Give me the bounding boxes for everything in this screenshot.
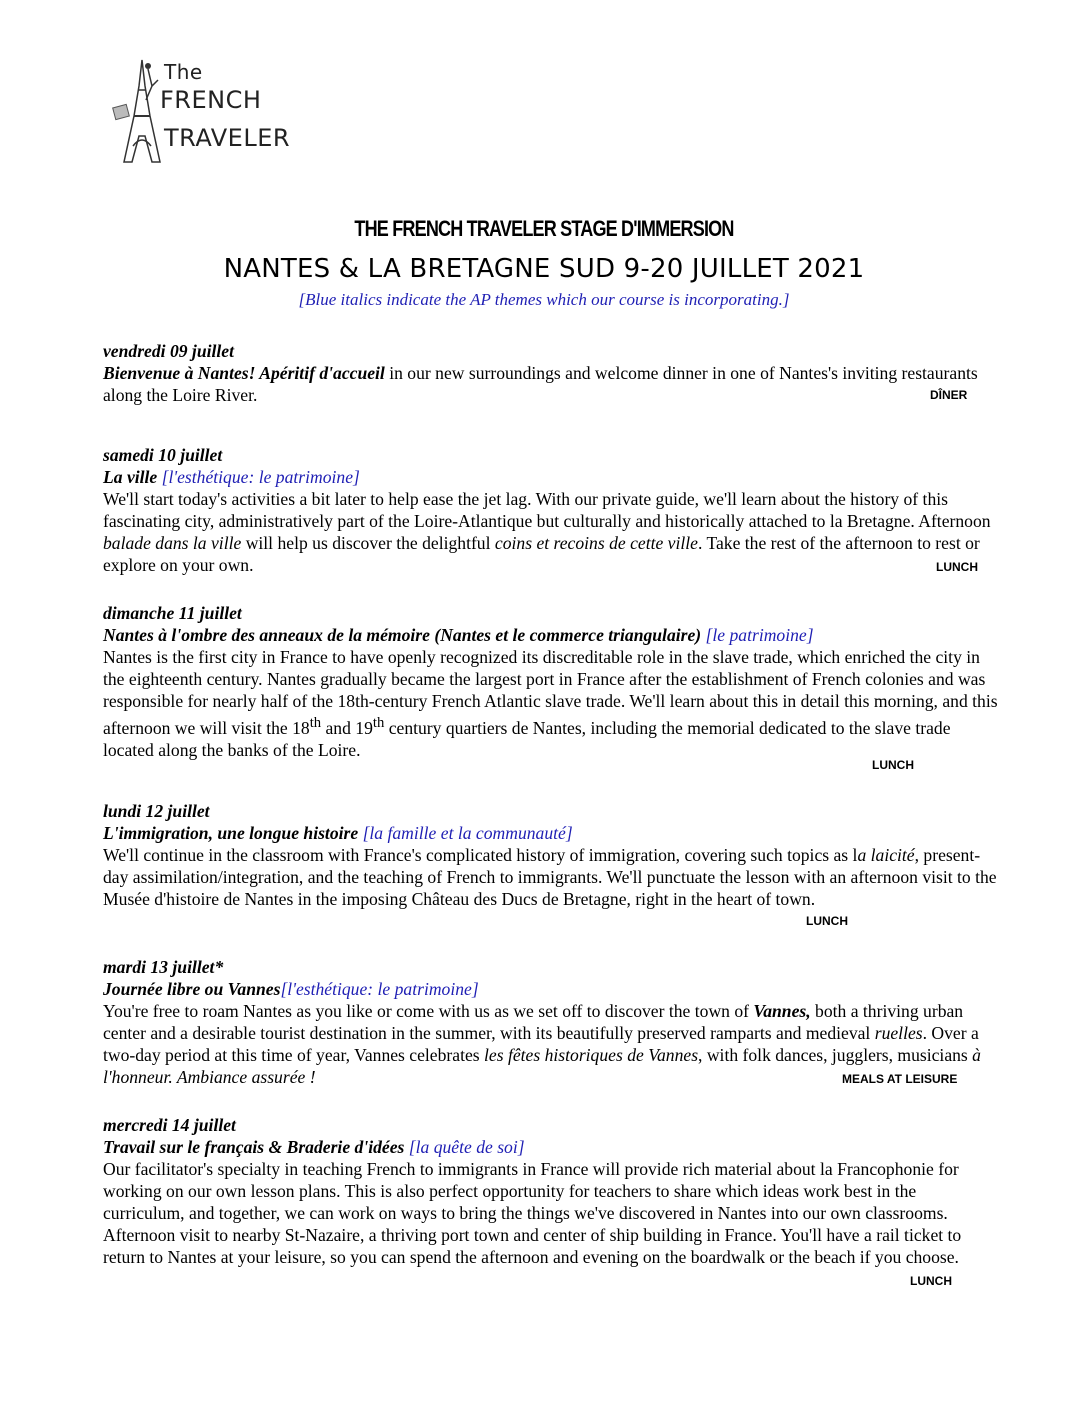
- day-date: samedi 10 juillet: [103, 445, 223, 465]
- day-heading-line: [103, 822, 1003, 844]
- body-italic: balade dans la ville: [103, 533, 242, 553]
- body-text: Nantes is the first city in France to have openly recognized its discreditable role in the slave trade, which enriched the city in the eighteenth century. Nantes gradually became the largest port in France after the establishment of French colonies and was responsible for nearly half of the 18th-century French Atlantic slave trade. We'll learn about this in detail this morning, and this afternoon we will visit the 18: [103, 647, 998, 738]
- day-entry-mercredi: [103, 1114, 1003, 1268]
- body-italic: a laicité: [857, 845, 915, 865]
- day-theme: [la famille et la communauté]: [362, 823, 573, 843]
- day-body: [103, 646, 1003, 761]
- day-date: vendredi 09 juillet: [103, 341, 234, 361]
- day-body: [103, 488, 1003, 576]
- meal-label: MEALS AT LEISURE: [842, 1072, 958, 1086]
- meal-label: LUNCH: [806, 914, 848, 928]
- day-heading: L'immigration, une longue histoire: [103, 823, 363, 843]
- day-body: [103, 844, 1003, 910]
- day-theme: [l'esthétique: le patrimoine]: [280, 979, 479, 999]
- day-heading: La ville: [103, 467, 162, 487]
- body-text: will help us discover the delightful: [241, 533, 495, 553]
- meal-label: LUNCH: [872, 758, 914, 772]
- document-title: THE FRENCH TRAVELER STAGE D'IMMERSION: [354, 216, 734, 241]
- meal-label: LUNCH: [910, 1274, 952, 1288]
- day-heading: Travail sur le français & Braderie d'idées: [103, 1137, 409, 1157]
- body-text: and 19: [321, 717, 373, 738]
- body-text: , present-day assimilation/integration, and the teaching of French to immigrants. We'll punctuate the lesson with an afternoon visit to the Musée d'histoire de Nantes in the imposing Château des Ducs de Bretagne, right in the heart of town.: [103, 845, 997, 909]
- company-logo: [112, 56, 332, 166]
- body-text: . Take the rest of the afternoon to rest or explore on your own.: [103, 533, 980, 575]
- body-italic: les fêtes historiques de Vannes: [484, 1045, 699, 1065]
- body-text: You're free to roam Nantes as you like or come with us as we set off to discover the town of: [103, 1001, 754, 1021]
- day-entry-vendredi: [103, 340, 1003, 406]
- day-entry-samedi: [103, 444, 1003, 576]
- meal-label: LUNCH: [936, 560, 978, 574]
- superscript: th: [309, 715, 322, 731]
- logo-text-traveler: TRAVELER: [164, 124, 291, 152]
- day-entry-lundi: [103, 800, 1003, 910]
- body-italic: à l'honneur. Ambiance assurée !: [103, 1045, 981, 1087]
- day-date: dimanche 11 juillet: [103, 603, 242, 623]
- day-body: [103, 1158, 983, 1268]
- day-date: mercredi 14 juillet: [103, 1115, 236, 1135]
- superscript: th: [372, 715, 385, 731]
- body-bold-italic: Vannes,: [753, 1001, 811, 1021]
- body-italic: coins et recoins de cette ville: [494, 533, 698, 553]
- document-subtitle: NANTES & LA BRETAGNE SUD 9-20 JUILLET 2021: [223, 254, 865, 284]
- body-text: , with folk dances, jugglers, musicians: [698, 1045, 973, 1065]
- body-text: century quartiers de Nantes, including the memorial dedicated to the slave trade located along the banks of the Loire.: [103, 717, 951, 760]
- body-text: . Over a two-day period at this time of year, Vannes celebrates: [103, 1023, 979, 1065]
- body-italic: ruelles: [874, 1023, 923, 1043]
- day-heading-line: [103, 1136, 1003, 1158]
- day-heading: Bienvenue à Nantes! Apéritif d'accueil: [103, 363, 385, 383]
- day-theme: [l'esthétique: le patrimoine]: [161, 467, 360, 487]
- day-date: mardi 13 juillet*: [103, 957, 224, 977]
- body-text: We'll continue in the classroom with France's complicated history of immigration, covering such topics as l: [103, 845, 858, 865]
- day-body: in our new surroundings and welcome dinner in one of Nantes's inviting restaurants along the Loire River.: [103, 363, 978, 405]
- meal-label: DÎNER: [930, 388, 968, 402]
- logo-text-french: FRENCH: [160, 86, 262, 114]
- logo-text-the: The: [164, 60, 203, 84]
- day-date: lundi 12 juillet: [103, 801, 210, 821]
- day-heading: Nantes à l'ombre des anneaux de la mémoire (Nantes et le commerce triangulaire): [103, 625, 706, 645]
- day-heading-line: [103, 466, 1003, 488]
- body-text: Our facilitator's specialty in teaching French to immigrants in France will provide rich material about la Francophonie for working on our own lesson plans. This is also perfect opportunity for teachers to share which ideas work best in the curriculum, and together, we can work on ways to bring the things we've discovered in Nantes into our own classrooms. Afternoon visit to nearby St-Nazaire, a thriving port town and center of ship building in France. You'll have a rail ticket to return to Nantes at your leisure, so you can spend the afternoon and evening on the boardwalk or the beach if you choose.: [103, 1159, 962, 1267]
- body-text: We'll start today's activities a bit later to help ease the jet lag. With our private guide, we'll learn about the history of this fascinating city, administratively part of the Loire-Atlantique but culturally and historically attached to la Bretagne. Afternoon: [103, 489, 991, 531]
- day-theme: [le patrimoine]: [705, 625, 814, 645]
- day-entry-dimanche: [103, 602, 1003, 761]
- day-description: [103, 362, 1003, 406]
- ap-themes-note: [Blue italics indicate the AP themes which our course is incorporating.]: [298, 290, 790, 309]
- day-heading-line: [103, 624, 1003, 646]
- day-entry-mardi: [103, 956, 1003, 1088]
- day-heading-line: [103, 978, 1003, 1000]
- body-text: both a thriving urban center and a desirable tourist destination in the summer, with its beautifully preserved ramparts and medieval: [103, 1001, 964, 1043]
- day-theme: [la quête de soi]: [408, 1137, 525, 1157]
- day-heading: Journée libre ou Vannes: [103, 979, 281, 999]
